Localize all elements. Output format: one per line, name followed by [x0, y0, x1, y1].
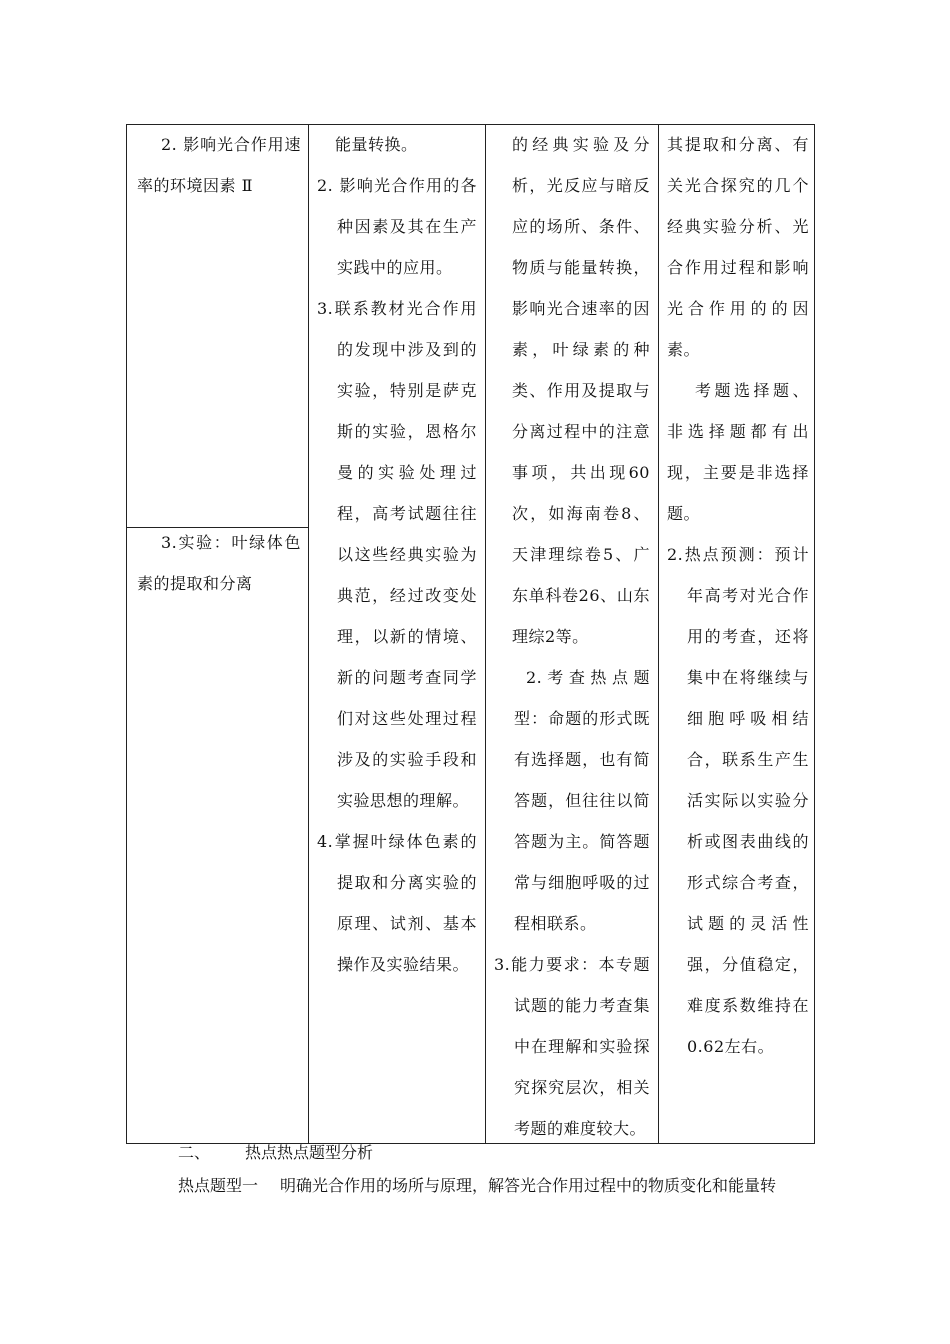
cell-text: 3.能力要求：本专题试题的能力考查集中在理解和实验探究探究层次，相关考题的难度较大。 — [494, 955, 650, 1138]
table-cell-forecast — [667, 124, 809, 1067]
hot-topic-text: 明确光合作用的场所与原理，解答光合作用过程中的物质变化和能量转 — [280, 1176, 777, 1195]
table-divider — [308, 125, 309, 1143]
table-divider — [485, 125, 486, 1143]
cell-text: 4.掌握叶绿体色素的提取和分离实验的原理、试剂、基本操作及实验结果。 — [317, 832, 477, 974]
content-table — [126, 124, 815, 1144]
cell-text: 2. 影响光合作用速率的环境因素 Ⅱ — [137, 135, 301, 195]
cell-text: 2.考查热点题型：命题的形式既有选择题，也有简答题，但往往以简答题为主。简答题常与细胞呼吸的过程相联系。 — [514, 668, 650, 933]
cell-text: 考题选择题、非选择题都有出现，主要是非选择题。 — [667, 381, 809, 523]
table-cell-exam-analysis — [494, 124, 650, 1149]
cell-text: 能量转换。 — [335, 135, 418, 154]
section-number: 二、 — [178, 1143, 211, 1162]
hot-topic-label: 热点题型一 — [178, 1176, 259, 1195]
cell-text: 其提取和分离、有关光合探究的几个经典实验分析、光合作用过程和影响光合作用的的因素。 — [667, 135, 809, 359]
cell-text: 2.热点预测：预计年高考对光合作用的考查，还将集中在将继续与细胞呼吸相结合，联系生产生活实际以实验分析或图表曲线的形式综合考查，试题的灵活性强，分值稳定，难度系数维持在0.62左右。 — [667, 545, 809, 1056]
table-cell-requirements — [317, 124, 477, 985]
cell-text: 的经典实验及分析，光反应与暗反应的场所、条件、物质与能量转换，影响光合速率的因素，叶绿素的种类、作用及提取与分离过程中的注意事项，共出现60次，如海南卷8、天津理综卷5、广东单科卷26、山东理综2等。 — [512, 135, 650, 646]
table-cell-influence-factors — [137, 124, 301, 206]
cell-text: 3.联系教材光合作用的发现中涉及到的实验，特别是萨克斯的实验，恩格尔曼的实验处理过程，高考试题往往以这些经典实验为典范，经过改变处理，以新的情境、新的问题考查同学们对这些处理过程涉及的实验手段和实验思想的理解。 — [317, 299, 477, 810]
table-divider — [658, 125, 659, 1143]
section-title: 热点热点题型分析 — [245, 1143, 374, 1162]
table-cell-experiment — [137, 522, 301, 604]
cell-text: 3.实验：叶绿体色素的提取和分离 — [137, 533, 301, 593]
cell-text: 2. 影响光合作用的各种因素及其在生产实践中的应用。 — [317, 176, 477, 277]
